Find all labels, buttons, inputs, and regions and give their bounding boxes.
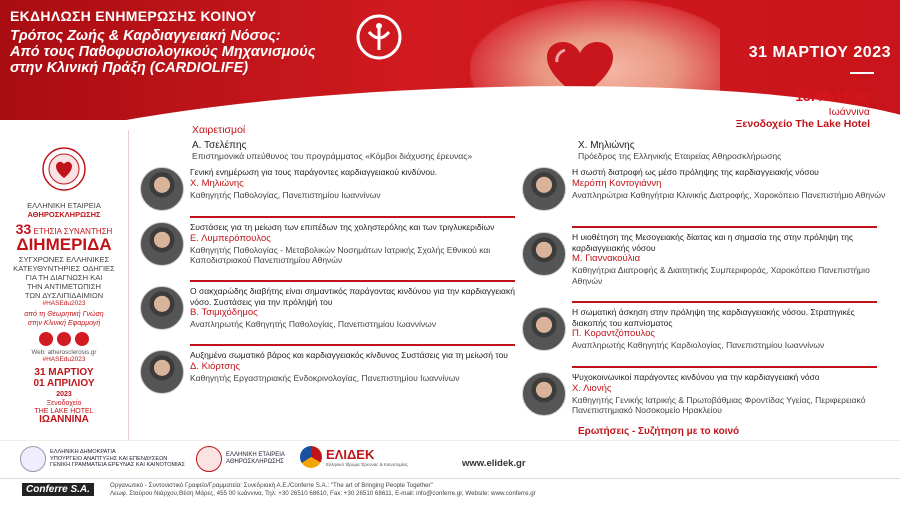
speaker-photo: [522, 372, 566, 416]
right-chair-name: Χ. Μηλιώνης: [578, 140, 635, 151]
speaker-affiliation: Καθηγητής Παθολογίας, Πανεπιστημίου Ιωαννίνων: [190, 189, 381, 200]
society-footer-logo: [196, 446, 285, 472]
speaker-affiliation: Αναπληρώτρια Καθηγήτρια Κλινικής Διατροφής, Χαροκόπειο Πανεπιστήμιο Αθηνών: [572, 189, 886, 200]
elidek-website[interactable]: www.elidek.gr: [462, 458, 526, 469]
greeting-label: Χαιρετισμοί: [192, 124, 246, 136]
speaker-name: Χ. Λιονής: [572, 382, 612, 394]
left-panel: [0, 140, 128, 440]
meeting-date-2: 01 ΑΠΡΙΛΙΟΥ: [33, 378, 95, 389]
gov-line-2: ΥΠΟΥΡΓΕΙΟ ΑΝΑΠΤΥΞΗΣ ΚΑΙ ΕΠΕΝΔΥΣΕΩΝ: [50, 455, 168, 462]
elidek-logo: [300, 446, 408, 468]
speaker-photo: [140, 222, 184, 266]
talk-left-1: [140, 167, 525, 211]
speaker-name: Μερόπη Κοντογιάννη: [572, 177, 662, 189]
speaker-photo: [140, 286, 184, 330]
meeting-small: ΕΤΗΣΙΑ ΣΥΝΑΝΤΗΣΗ: [33, 227, 113, 236]
footer-divider: [0, 440, 900, 441]
event-hotel: Ξενοδοχείο The Lake Hotel: [735, 118, 870, 130]
conferre-logo: Conferre S.A.: [22, 483, 94, 496]
talk-topic: Η σωστή διατροφή ως μέσο πρόληψης της καρδιαγγειακής νόσου: [572, 167, 819, 177]
speaker-photo: [140, 350, 184, 394]
event-time: 13.45-16.30: [795, 88, 870, 104]
theory-line-1: από τη Θεωρητική Γνώση: [24, 311, 104, 318]
speaker-name: Δ. Κιόρτσης: [190, 360, 240, 372]
speaker-photo: [522, 167, 566, 211]
elidek-name: ΕΛΙΔΕΚ: [326, 447, 375, 462]
talk-topic: Αυξημένο σωματικό βάρος και καρδιαγγειακός κίνδυνος Συστάσεις για τη μείωσή του: [190, 350, 508, 360]
title-block: [10, 8, 350, 76]
left-chair: [192, 140, 522, 161]
venue: [0, 400, 128, 425]
talk-divider: [572, 366, 877, 368]
meeting-dates: [0, 367, 128, 400]
talk-topic: Η σωματική άσκηση στην πρόληψη της καρδιαγγειακής νόσου. Στρατηγικές διακοπής του καπνίσματος: [572, 307, 855, 328]
talk-divider: [572, 226, 877, 228]
talk-topic: Ο σακχαρώδης διαβήτης είναι σημαντικός παράγοντας κινδύνου για την καρδιαγγειακή νόσο. Συστάσεις για την πρόληψή του: [190, 286, 515, 307]
meeting-date-1: 31 ΜΑΡΤΙΟΥ: [34, 367, 94, 378]
speaker-affiliation: Καθηγητής Παθολογίας - Μεταβολικών Νοσημάτων Ιατρικής Σχολής Εθνικού και Καποδιστριακού Πανεπιστημίου Αθηνών: [190, 244, 491, 265]
society-name: [0, 201, 128, 219]
guide-line-4: ΤΗΝ ΑΝΤΙΜΕΤΩΠΙΣΗ: [27, 282, 101, 291]
qa-session: Ερωτήσεις - Συζήτηση με το κοινό: [578, 426, 740, 437]
speaker-name: Π. Κοραντζόπουλος: [572, 328, 655, 339]
greek-emblem-icon: [20, 446, 46, 472]
venue-label: Ξενοδοχείο: [46, 400, 82, 407]
organizer-line-1: Οργανωτικό - Συντονιστικό Γραφείο/Γραμματεία: Συνεδριακή Α.Ε./Conferre S.A.: "The art of Bringing People Together": [110, 482, 433, 489]
talk-right-1: [522, 167, 892, 211]
organizer-info: [110, 482, 710, 497]
speaker-photo: [140, 167, 184, 211]
elidek-subtitle: Ελληνικό Ίδρυμα Έρευνας & Καινοτομίας: [326, 462, 408, 467]
speaker-name: Ε. Λυμπερόπουλος: [190, 232, 271, 244]
event-city: Ιωάννινα: [828, 106, 870, 118]
guide-line-2: ΚΑΤΕΥΘΥΝΤΗΡΙΕΣ ΟΔΗΓΙΕΣ: [13, 264, 115, 273]
main-title-line-3: στην Κλινική Πράξη (CARDIOLIFE): [10, 60, 249, 76]
cardiolife-logo-icon: [356, 14, 402, 60]
speaker-photo: [522, 232, 566, 276]
soc-footer-line-2: ΑΘΗΡΟΣΚΛΗΡΩΣΗΣ: [226, 459, 284, 465]
speaker-affiliation: Αναπληρωτής Καθηγητής Καρδιολογίας, Πανεπιστημίου Ιωαννίνων: [572, 340, 825, 350]
meeting-number: 33: [15, 221, 32, 237]
soc-footer-line-1: ΕΛΛΗΝΙΚΗ ΕΤΑΙΡΕΙΑ: [226, 451, 285, 458]
ministry-logo: [20, 446, 185, 472]
talk-topic: Συστάσεις για τη μείωση των επιπέδων της χοληστερόλης και των τριγλυκεριδίων: [190, 222, 495, 232]
date-divider: [850, 72, 874, 74]
talk-topic: Η υιοθέτηση της Μεσογειακής δίαιτας και η σημασία της στην πρόληψη της καρδιαγγειακής νόσου: [572, 232, 854, 253]
speaker-name: Β. Τσιμιχόδημος: [190, 307, 258, 318]
speaker-name: Μ. Γιαννακούλια: [572, 253, 641, 264]
web-hashtag: #HASEdu2023: [42, 356, 86, 363]
gov-line-1: ΕΛΛΗΝΙΚΗ ΔΗΜΟΚΡΑΤΙΑ: [50, 449, 116, 456]
social-icon-2[interactable]: [57, 332, 71, 346]
guide-line-1: ΣΥΓΧΡΟΝΕΣ ΕΛΛΗΝΙΚΕΣ: [18, 255, 110, 264]
guide-line-3: ΓΙΑ ΤΗ ΔΙΑΓΝΩΣΗ ΚΑΙ: [25, 273, 103, 282]
speaker-affiliation: Αναπληρωτής Καθηγητής Παθολογίας, Πανεπιστημίου Ιωαννίνων: [190, 319, 437, 329]
venue-city: ΙΩΑΝΝΙΝΑ: [39, 414, 89, 425]
talk-right-3: [522, 307, 892, 351]
talk-divider: [190, 280, 515, 282]
social-icons: [0, 332, 128, 346]
organizer-line-2: Λεωφ. Σταύρου Νιάρχου,Θέση Μάρες, 455 00 Ιωάννινα, Τηλ: +30 26510 68610, Fax: +30 26510 68611, E-mail: info@conferre.gr, Website: www.conferre.gr: [110, 489, 536, 497]
society-web[interactable]: Web: atherosclerosis.gr: [31, 349, 97, 356]
social-icon-3[interactable]: [75, 332, 89, 346]
left-divider: [128, 130, 129, 440]
left-chair-name: Α. Τσελέπης: [192, 140, 247, 151]
talk-left-2: [140, 222, 525, 266]
social-icon-1[interactable]: [39, 332, 53, 346]
talk-left-4: [140, 350, 525, 394]
meeting-year: 2023: [56, 391, 72, 398]
left-chair-role: Επιστημονικά υπεύθυνος του προγράμματος «Κόμβοι διάχυσης έρευνας»: [192, 151, 473, 161]
right-chair: [578, 140, 888, 161]
main-title-line-2: Από τους Παθοφυσιολογικούς Μηχανισμούς: [10, 44, 316, 60]
right-chair-role: Πρόεδρος της Ελληνικής Εταιρείας Αθηροσκλήρωσης: [578, 151, 782, 161]
talk-right-4: [522, 372, 892, 416]
speaker-photo: [522, 307, 566, 351]
elidek-icon: [300, 446, 322, 468]
talk-right-2: [522, 232, 892, 286]
guide-line-5: ΤΩΝ ΔΥΣΛΙΠΙΔΑΙΜΙΩΝ: [24, 291, 104, 300]
talk-divider: [190, 344, 515, 346]
speaker-affiliation: Καθηγητής Γενικής Ιατρικής & Πρωτοβάθμιας Φροντίδας Υγείας, Περιφερειακό Πανεπιστημιακό Νοσοκομείο Ηρακλείου: [572, 394, 866, 415]
talk-divider: [190, 216, 515, 218]
theory-line-2: στην Κλινική Εφαρμογή: [27, 319, 101, 327]
speaker-affiliation: Καθηγητής Εργαστηριακής Ενδοκρινολογίας, Πανεπιστημίου Ιωαννίνων: [190, 372, 460, 383]
society-seal-icon: [41, 146, 87, 192]
meeting-big: ΔΙΗΜΕΡΙΔΑ: [16, 235, 112, 254]
society-name-line-2: ΑΘΗΡΟΣΚΛΗΡΩΣΗΣ: [27, 210, 101, 219]
speaker-name: Χ. Μηλιώνης: [190, 177, 244, 189]
society-name-line-1: ΕΛΛΗΝΙΚΗ ΕΤΑΙΡΕΙΑ: [27, 201, 101, 210]
event-date: 31 ΜΑΡΤΙΟΥ 2023: [748, 44, 891, 61]
talk-left-3: [140, 286, 525, 330]
society-footer-icon: [196, 446, 222, 472]
venue-name: THE LAKE HOTEL: [34, 408, 94, 415]
main-title-line-1: Τρόπος Ζωής & Καρδιαγγειακή Νόσος:: [10, 28, 281, 44]
talk-topic: Ψυχοκοινωνικοί παράγοντες κινδύνου για την καρδιαγγειακή νόσο: [572, 372, 820, 382]
event-title: ΕΚΔΗΛΩΣΗ ΕΝΗΜΕΡΩΣΗΣ ΚΟΙΝΟΥ: [10, 8, 257, 24]
talk-divider: [572, 301, 877, 303]
talk-topic: Γενική ενημέρωση για τους παράγοντες καρδιαγγειακού κινδύνου.: [190, 167, 438, 177]
hashtag: #HASEdu2023: [42, 300, 86, 307]
speaker-affiliation: Καθηγήτρια Διατροφής & Διαιτητικής Συμπεριφοράς, Χαροκόπειο Πανεπιστήμιο Αθηνών: [572, 265, 870, 286]
gov-line-3: ΓΕΝΙΚΗ ΓΡΑΜΜΑΤΕΙΑ ΕΡΕΥΝΑΣ ΚΑΙ ΚΑΙΝΟΤΟΜΙΑΣ: [50, 462, 185, 469]
footer-bottom-divider: [0, 478, 900, 479]
